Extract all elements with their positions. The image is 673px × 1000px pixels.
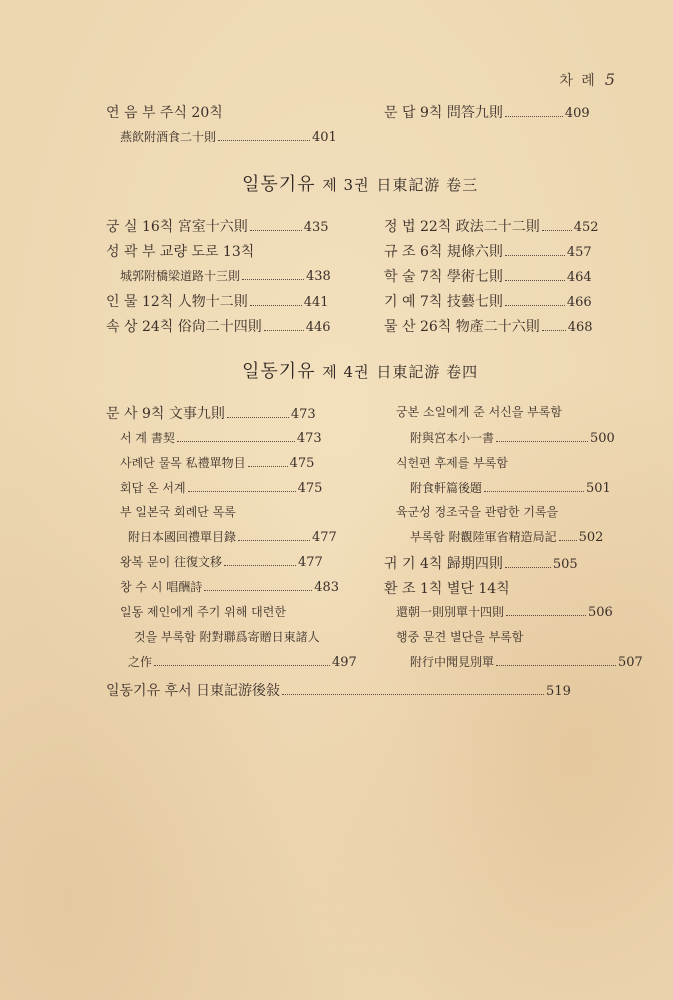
toc-entry-postscript: 일동기유 후서 日東記游後敍 519 <box>106 683 571 699</box>
toc-entry: 인 물 12칙 人物十二則 441 <box>106 294 329 310</box>
toc-entry: 행중 문견 별단을 부록함 <box>396 630 524 644</box>
running-head-title: 차 례 <box>559 73 597 89</box>
toc-entry: 還朝一則別單十四則 506 <box>396 605 613 620</box>
toc-entry: 附行中聞見別單 507 <box>410 655 643 670</box>
toc-entry: 附與宮本小一書 500 <box>410 431 615 446</box>
toc-entry: 之作 497 <box>128 655 357 670</box>
toc-entry: 것을 부록함 附對聯爲寄贈日東諸人 <box>134 630 320 644</box>
toc-entry: 附日本國回禮單目錄 477 <box>128 530 337 545</box>
toc-entry: 회답 온 서계 475 <box>120 481 323 496</box>
toc-entry: 귀 기 4칙 歸期四則 505 <box>384 556 578 572</box>
toc-entry: 왕복 문이 往復文移 477 <box>120 555 323 570</box>
toc-entry: 정 법 22칙 政法二十二則 452 <box>384 219 599 235</box>
toc-entry: 식헌편 후제를 부록함 <box>396 456 508 470</box>
toc-entry: 창 수 시 唱酬詩 483 <box>120 580 340 595</box>
toc-entry: 연 음 부 주식 20칙 <box>106 105 223 121</box>
toc-entry: 육군성 정조국을 관람한 기록을 <box>396 505 559 519</box>
section-heading: 일동기유 제 3권 日東記游 卷三 <box>242 174 479 195</box>
toc-entry: 사례단 물목 私禮單物目 475 <box>120 456 315 471</box>
toc-entry: 궁본 소일에게 준 서신을 부록함 <box>396 405 562 419</box>
toc-entry: 부록함 附觀陸軍省精造局記 502 <box>410 530 604 545</box>
toc-entry: 燕飮附酒食二十則 401 <box>120 130 337 145</box>
toc-entry: 규 조 6칙 規條六則 457 <box>384 244 592 260</box>
toc-entry: 학 술 7칙 學術七則 464 <box>384 269 592 285</box>
toc-entry: 서 계 書契 473 <box>120 431 322 446</box>
toc-entry: 궁 실 16칙 宮室十六則 435 <box>106 219 329 235</box>
toc-entry: 일동 제인에게 주기 위해 대련한 <box>120 605 286 619</box>
toc-entry: 기 예 7칙 技藝七則 466 <box>384 294 592 310</box>
toc-entry: 문 답 9칙 問答九則 409 <box>384 105 590 121</box>
toc-entry: 속 상 24칙 俗尙二十四則 446 <box>106 319 331 335</box>
toc-entry: 문 사 9칙 文事九則 473 <box>106 406 316 422</box>
toc-entry: 附食軒篇後題 501 <box>410 481 611 496</box>
running-head <box>559 70 617 90</box>
toc-entry: 성 곽 부 교량 도로 13칙 <box>106 244 255 260</box>
toc-entry: 환 조 1칙 별단 14칙 <box>384 581 510 597</box>
toc-entry: 부 일본국 회례단 목록 <box>120 505 236 519</box>
section-heading: 일동기유 제 4권 日東記游 卷四 <box>242 361 479 382</box>
toc-entry: 城郭附橋梁道路十三則 438 <box>120 269 331 284</box>
page-number: 5 <box>604 70 617 89</box>
toc-entry: 물 산 26칙 物產二十六則 468 <box>384 319 593 335</box>
